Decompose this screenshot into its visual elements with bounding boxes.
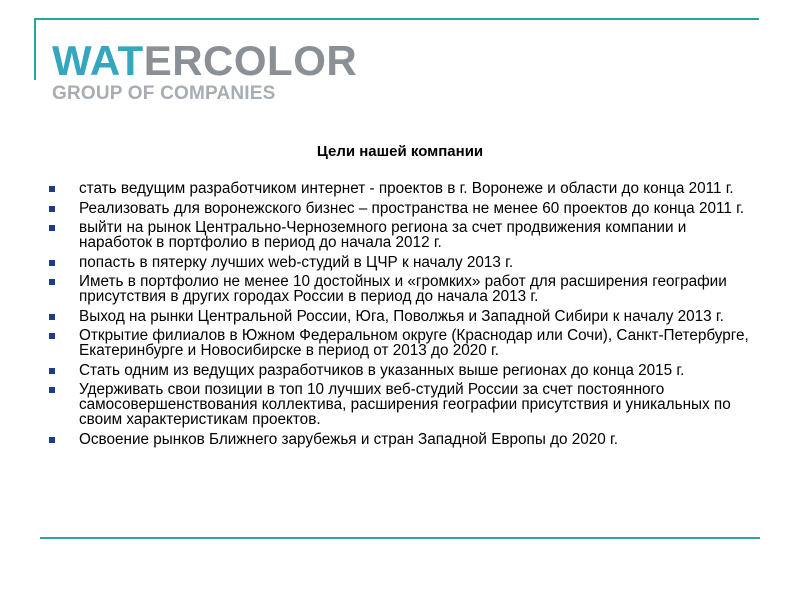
goal-text: Иметь в портфолио не менее 10 достойных и «громких» работ для расширения географии присутствия в других городах России в период до начала 2013 г.: [79, 273, 727, 305]
goal-text: стать ведущим разработчиком интернет - проектов в г. Воронеже и области до конца 2011 г.: [79, 180, 734, 197]
company-logo: [52, 37, 358, 104]
list-item: [48, 274, 760, 304]
bullet-icon: [49, 279, 55, 285]
goal-text: попасть в пятерку лучших web-студий в ЦЧР к началу 2013 г.: [79, 253, 514, 271]
bullet-icon: [49, 387, 55, 393]
bullet-icon: [49, 368, 55, 374]
bullet-icon: [49, 260, 55, 266]
list-item: [48, 382, 760, 427]
goal-text: Удерживать свои позиции в топ 10 лучших веб-студий России за счет постоянного самосовершенствования коллектива, расширения географии присутствия и уникальных по своим характеристикам проектов.: [79, 381, 731, 428]
list-item: [48, 363, 760, 378]
goal-text: Реализовать для воронежского бизнес – пространства не менее 60 проектов до конца 2011 г.: [79, 199, 745, 217]
goal-text: Освоение рынков Ближнего зарубежья и стран Западной Европы до 2020 г.: [79, 430, 618, 448]
bullet-icon: [49, 186, 55, 192]
goal-text: выйти на рынок Центрально-Черноземного региона за счет продвижения компании и наработок в портфолио в период до начала 2012 г.: [79, 219, 687, 251]
logo-wordmark-rest: ERCOLOR: [143, 37, 358, 84]
bottom-divider: [40, 537, 760, 539]
left-divider: [34, 18, 36, 80]
bullet-icon: [49, 333, 55, 339]
bullet-icon: [49, 206, 55, 212]
list-item: [48, 201, 760, 216]
list-item: [48, 432, 760, 447]
logo-wordmark: [52, 37, 358, 84]
top-divider: [34, 18, 759, 20]
goals-list: [48, 181, 760, 451]
slide-title: Цели нашей компании: [316, 143, 484, 160]
bullet-icon: [49, 225, 55, 231]
list-item: [48, 255, 760, 270]
bullet-icon: [49, 437, 55, 443]
list-item: [48, 220, 760, 250]
goal-text: Стать одним из ведущих разработчиков в указанных выше регионах до конца 2015 г.: [79, 361, 685, 379]
bullet-icon: [49, 314, 55, 320]
list-item: [48, 309, 760, 324]
goal-text: Выход на рынки Центральной России, Юга, Поволжья и Западной Сибири к началу 2013 г.: [79, 307, 724, 325]
logo-wordmark-accent: WAT: [52, 37, 144, 84]
logo-subtitle: GROUP OF COMPANIES: [52, 83, 276, 104]
goal-text: Открытие филиалов в Южном Федеральном округе (Краснодар или Сочи), Санкт-Петербурге, Екатеринбурге и Новосибирске в период от 2013 до 2020 г.: [79, 327, 749, 359]
list-item: [48, 181, 760, 196]
list-item: [48, 328, 760, 358]
